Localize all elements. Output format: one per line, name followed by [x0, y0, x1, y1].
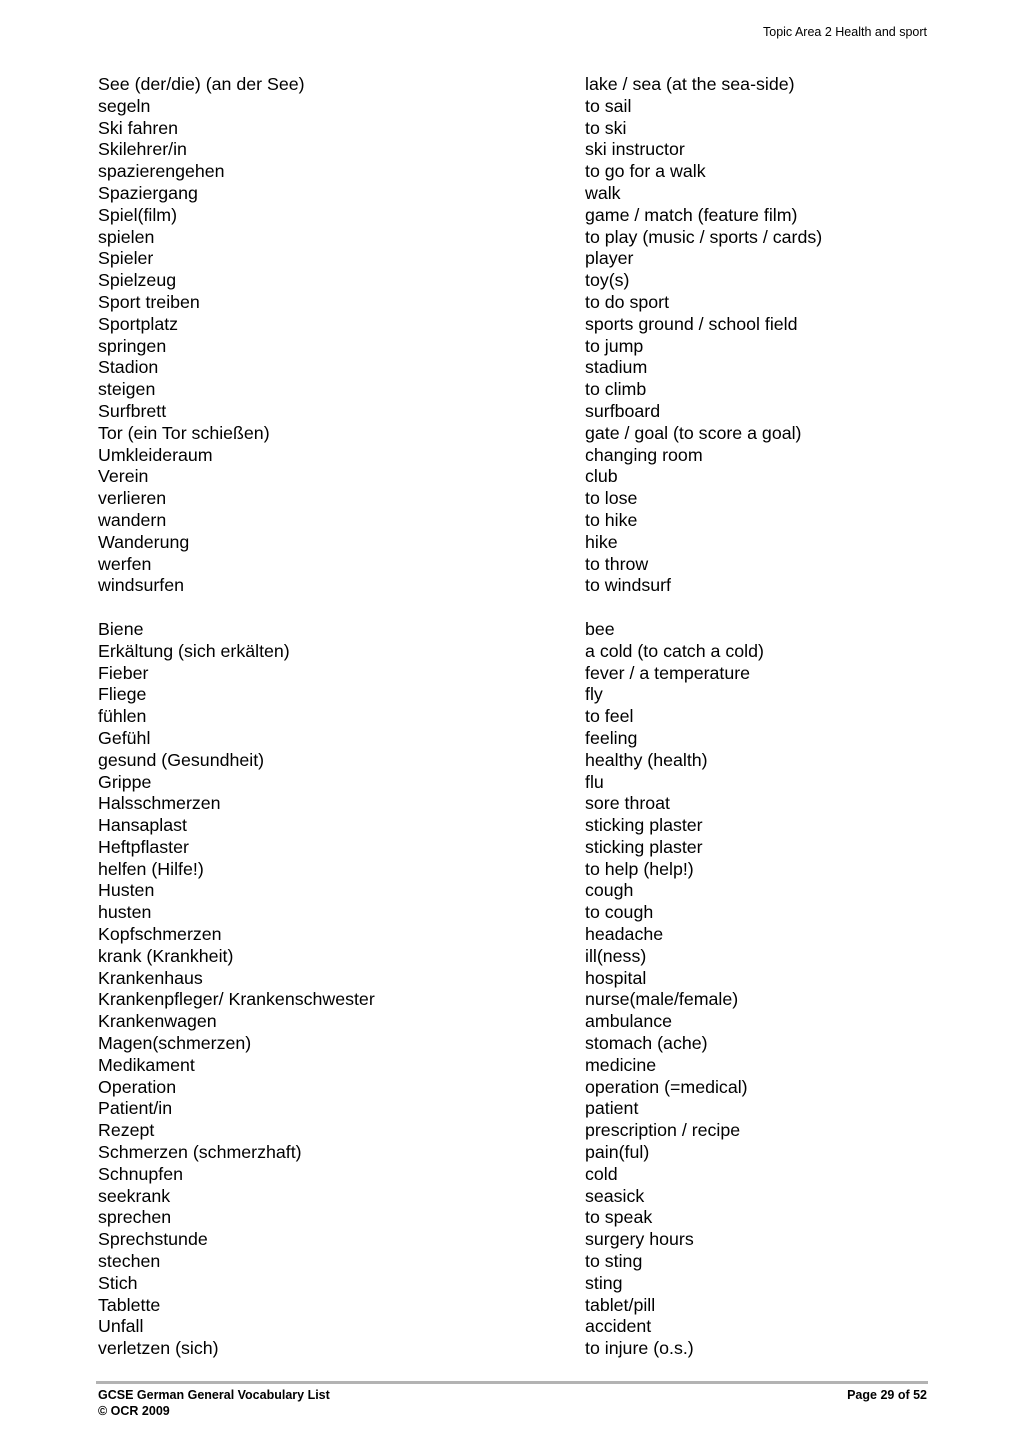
vocab-row: [98, 706, 928, 728]
german-term: Krankenwagen: [98, 1011, 217, 1032]
english-translation: sticking plaster: [585, 815, 703, 836]
vocab-row: [98, 902, 928, 924]
german-term: Kopfschmerzen: [98, 924, 222, 945]
german-term: Medikament: [98, 1054, 195, 1075]
english-translation: prescription / recipe: [585, 1120, 741, 1141]
english-translation: changing room: [585, 444, 703, 465]
english-translation: operation (=medical): [585, 1076, 748, 1097]
vocab-row: [98, 1251, 928, 1273]
vocab-row: [98, 684, 928, 706]
german-term: Tor (ein Tor schießen): [98, 422, 270, 443]
german-term: werfen: [98, 553, 152, 574]
vocab-row: [98, 314, 928, 336]
vocab-row: [98, 401, 928, 423]
english-translation: ski instructor: [585, 139, 685, 160]
german-term: Spieler: [98, 248, 154, 269]
german-term: Biene: [98, 618, 144, 639]
vocab-row: [98, 1077, 928, 1099]
german-term: Halsschmerzen: [98, 793, 221, 814]
english-translation: to do sport: [585, 291, 670, 312]
german-term: Stich: [98, 1272, 138, 1293]
german-term: Erkältung (sich erkälten): [98, 640, 290, 661]
english-translation: gate / goal (to score a goal): [585, 422, 802, 443]
english-translation: to ski: [585, 117, 627, 138]
english-translation: to throw: [585, 553, 649, 574]
german-term: Spiel(film): [98, 204, 178, 225]
footer-copyright: © OCR 2009: [98, 1404, 170, 1418]
english-translation: sports ground / school field: [585, 313, 798, 334]
vocab-row: [98, 532, 928, 554]
vocab-row: [98, 1164, 928, 1186]
german-term: Sportplatz: [98, 313, 179, 334]
section-spacer: [98, 597, 928, 619]
english-translation: to injure (o.s.): [585, 1338, 694, 1359]
english-translation: cold: [585, 1163, 618, 1184]
vocab-row: [98, 139, 928, 161]
footer-document-info: [98, 1387, 330, 1419]
german-term: Patient/in: [98, 1098, 173, 1119]
vocab-row: [98, 1338, 928, 1360]
german-term: Husten: [98, 880, 155, 901]
german-term: fühlen: [98, 706, 147, 727]
english-translation: flu: [585, 771, 604, 792]
english-translation: fly: [585, 684, 603, 705]
vocab-row: [98, 510, 928, 532]
vocab-row: [98, 924, 928, 946]
vocabulary-list: [98, 74, 928, 1360]
vocab-row: [98, 423, 928, 445]
german-term: Sport treiben: [98, 291, 200, 312]
english-translation: to speak: [585, 1207, 653, 1228]
english-translation: medicine: [585, 1054, 657, 1075]
german-term: Fieber: [98, 662, 149, 683]
english-translation: surfboard: [585, 400, 661, 421]
english-translation: to sail: [585, 95, 632, 116]
english-translation: cough: [585, 880, 634, 901]
german-term: Spaziergang: [98, 182, 198, 203]
german-term: Stadion: [98, 357, 159, 378]
vocab-row: [98, 336, 928, 358]
german-term: Spielzeug: [98, 270, 177, 291]
german-term: gesund (Gesundheit): [98, 749, 265, 770]
english-translation: to lose: [585, 488, 638, 509]
vocab-row: [98, 1098, 928, 1120]
english-translation: seasick: [585, 1185, 645, 1206]
german-term: Skilehrer/in: [98, 139, 187, 160]
vocab-row: [98, 619, 928, 641]
vocab-row: [98, 989, 928, 1011]
english-translation: to go for a walk: [585, 161, 706, 182]
english-translation: surgery hours: [585, 1229, 694, 1250]
vocab-row: [98, 357, 928, 379]
english-translation: ambulance: [585, 1011, 672, 1032]
german-term: Surfbrett: [98, 400, 167, 421]
vocab-row: [98, 248, 928, 270]
german-term: Krankenhaus: [98, 967, 203, 988]
english-translation: to feel: [585, 706, 634, 727]
german-term: Verein: [98, 466, 149, 487]
english-translation: headache: [585, 924, 664, 945]
english-translation: stadium: [585, 357, 648, 378]
vocab-row: [98, 1120, 928, 1142]
german-term: verlieren: [98, 488, 167, 509]
german-term: Heftpflaster: [98, 836, 189, 857]
german-term: helfen (Hilfe!): [98, 858, 204, 879]
german-term: spielen: [98, 226, 155, 247]
german-term: windsurfen: [98, 575, 184, 596]
english-translation: club: [585, 466, 618, 487]
vocab-row: [98, 183, 928, 205]
english-translation: a cold (to catch a cold): [585, 640, 764, 661]
german-term: wandern: [98, 509, 167, 530]
english-translation: to play (music / sports / cards): [585, 226, 823, 247]
english-translation: sting: [585, 1272, 623, 1293]
vocab-row: [98, 663, 928, 685]
footer-page-number: Page 29 of 52: [847, 1388, 927, 1402]
german-term: Krankenpfleger/ Krankenschwester: [98, 989, 375, 1010]
vocab-row: [98, 270, 928, 292]
vocab-row: [98, 859, 928, 881]
vocab-row: [98, 750, 928, 772]
german-term: krank (Krankheit): [98, 945, 234, 966]
vocab-row: [98, 1186, 928, 1208]
german-term: Tablette: [98, 1294, 161, 1315]
english-translation: to jump: [585, 335, 644, 356]
vocab-row: [98, 1207, 928, 1229]
vocab-row: [98, 445, 928, 467]
english-translation: walk: [585, 182, 621, 203]
german-term: Unfall: [98, 1316, 144, 1337]
german-term: seekrank: [98, 1185, 171, 1206]
english-translation: player: [585, 248, 634, 269]
german-term: springen: [98, 335, 167, 356]
english-translation: to sting: [585, 1251, 643, 1272]
vocab-row: [98, 1229, 928, 1251]
page-header-topic: Topic Area 2 Health and sport: [763, 25, 927, 39]
english-translation: bee: [585, 618, 615, 639]
german-term: Schmerzen (schmerzhaft): [98, 1142, 302, 1163]
vocab-row: [98, 880, 928, 902]
german-term: Fliege: [98, 684, 147, 705]
vocab-row: [98, 575, 928, 597]
english-translation: ill(ness): [585, 945, 647, 966]
footer-document-title: GCSE German General Vocabulary List: [98, 1388, 330, 1402]
english-translation: fever / a temperature: [585, 662, 751, 683]
english-translation: to hike: [585, 509, 638, 530]
english-translation: hike: [585, 531, 618, 552]
vocab-row: [98, 772, 928, 794]
german-term: Operation: [98, 1076, 177, 1097]
vocab-row: [98, 488, 928, 510]
english-translation: stomach (ache): [585, 1033, 708, 1054]
vocab-row: [98, 379, 928, 401]
german-term: husten: [98, 902, 152, 923]
vocab-row: [98, 118, 928, 140]
english-translation: to climb: [585, 379, 647, 400]
german-term: verletzen (sich): [98, 1338, 219, 1359]
german-term: Grippe: [98, 771, 152, 792]
english-translation: hospital: [585, 967, 647, 988]
vocab-row: [98, 205, 928, 227]
vocab-row: [98, 793, 928, 815]
german-term: Rezept: [98, 1120, 155, 1141]
german-term: Sprechstunde: [98, 1229, 208, 1250]
vocab-row: [98, 728, 928, 750]
english-translation: sticking plaster: [585, 836, 703, 857]
english-translation: lake / sea (at the sea-side): [585, 74, 795, 94]
vocab-row: [98, 554, 928, 576]
vocab-row: [98, 1295, 928, 1317]
german-term: spazierengehen: [98, 161, 225, 182]
german-term: Hansaplast: [98, 815, 187, 836]
vocab-row: [98, 1142, 928, 1164]
vocab-row: [98, 1273, 928, 1295]
english-translation: feeling: [585, 727, 638, 748]
german-term: segeln: [98, 95, 151, 116]
english-translation: to windsurf: [585, 575, 671, 596]
vocab-row: [98, 815, 928, 837]
english-translation: nurse(male/female): [585, 989, 739, 1010]
english-translation: tablet/pill: [585, 1294, 656, 1315]
vocab-row: [98, 641, 928, 663]
english-translation: toy(s): [585, 270, 630, 291]
german-term: Magen(schmerzen): [98, 1033, 252, 1054]
german-term: Schnupfen: [98, 1163, 184, 1184]
vocab-row: [98, 292, 928, 314]
german-term: Wanderung: [98, 531, 190, 552]
english-translation: patient: [585, 1098, 639, 1119]
german-term: sprechen: [98, 1207, 172, 1228]
german-term: Gefühl: [98, 727, 151, 748]
vocab-row: [98, 74, 928, 96]
vocab-row: [98, 1033, 928, 1055]
vocab-row: [98, 96, 928, 118]
vocab-row: [98, 1011, 928, 1033]
vocab-row: [98, 466, 928, 488]
vocab-row: [98, 161, 928, 183]
german-term: Ski fahren: [98, 117, 179, 138]
footer-divider: [96, 1381, 928, 1384]
english-translation: pain(ful): [585, 1142, 650, 1163]
english-translation: to cough: [585, 902, 654, 923]
german-term: Umkleideraum: [98, 444, 213, 465]
vocab-row: [98, 1316, 928, 1338]
vocab-row: [98, 227, 928, 249]
english-translation: sore throat: [585, 793, 670, 814]
german-term: steigen: [98, 379, 156, 400]
english-translation: healthy (health): [585, 749, 708, 770]
vocab-row: [98, 946, 928, 968]
vocab-row: [98, 1055, 928, 1077]
german-term: See (der/die) (an der See): [98, 74, 305, 94]
english-translation: game / match (feature film): [585, 204, 798, 225]
vocab-row: [98, 837, 928, 859]
vocab-row: [98, 968, 928, 990]
english-translation: accident: [585, 1316, 652, 1337]
english-translation: to help (help!): [585, 858, 694, 879]
german-term: stechen: [98, 1251, 161, 1272]
